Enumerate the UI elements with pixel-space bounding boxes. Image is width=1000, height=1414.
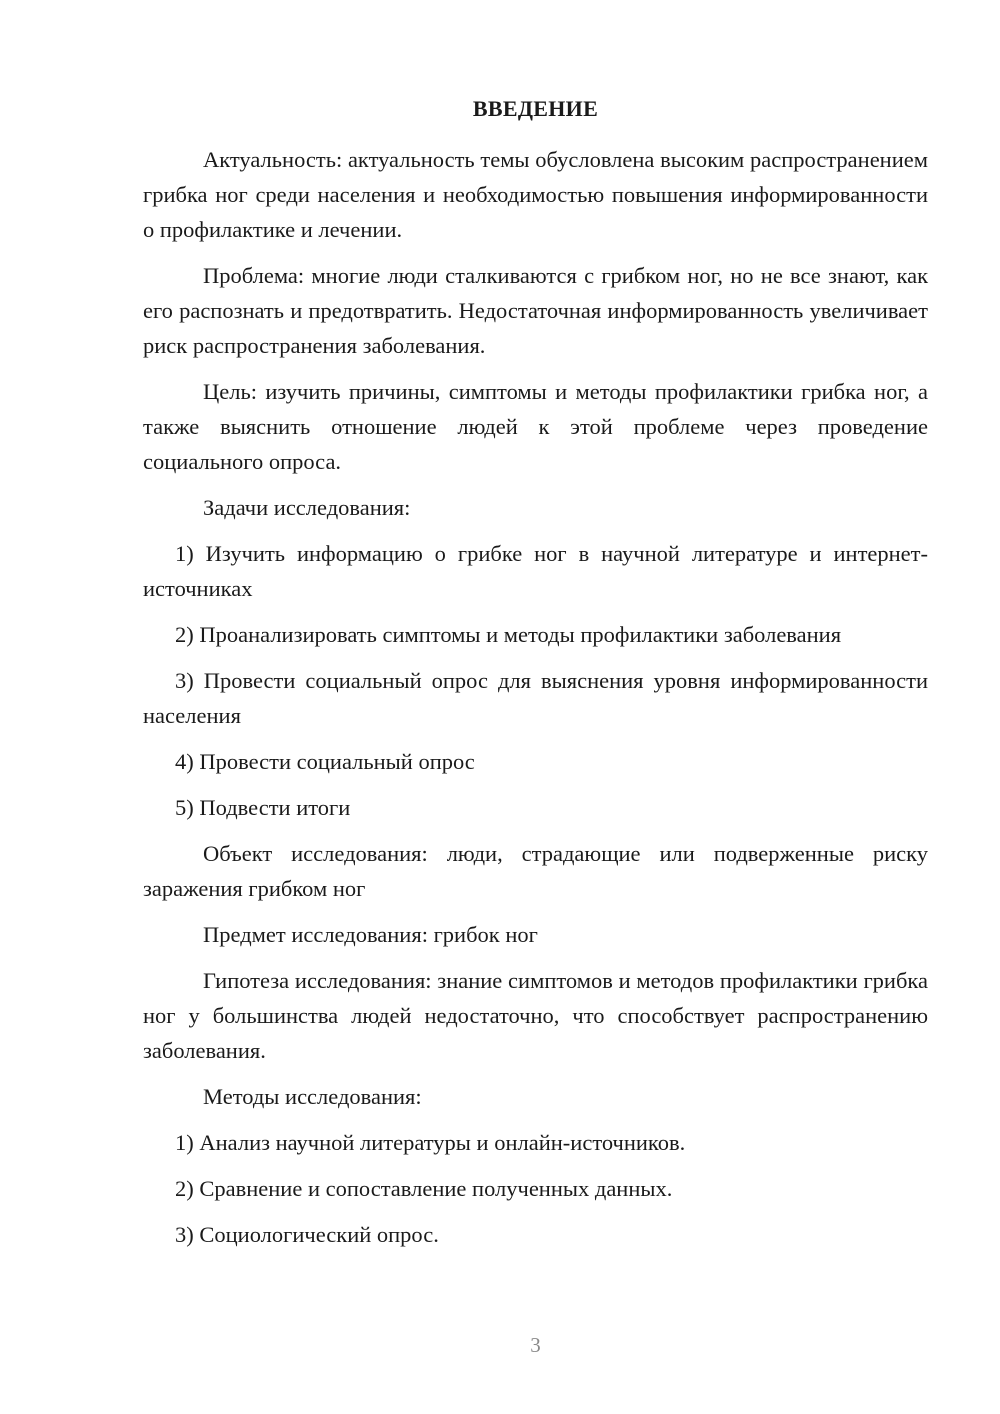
relevance-paragraph: Актуальность: актуальность темы обусловлена высоким распространением грибка ног среди населения и необходимостью повышения информированности о профилактике и лечении. (143, 147, 928, 242)
object-paragraph: Объект исследования: люди, страдающие или подверженные риску заражения грибком ног (143, 841, 928, 901)
task-list-item: 5) Подвести итоги (175, 795, 351, 820)
problem-paragraph: Проблема: многие люди сталкиваются с грибком ног, но не все знают, как его распознать и предотвратить. Недостаточная информированность увеличивает риск распространения заболевания. (143, 263, 928, 358)
method-list-item: 1) Анализ научной литературы и онлайн-источников. (175, 1130, 686, 1155)
task-list-item: 2) Проанализировать симптомы и методы профилактики заболевания (175, 622, 842, 647)
subject-paragraph: Предмет исследования: грибок ног (203, 922, 538, 947)
task-list-item: 3) Провести социальный опрос для выяснения уровня информированности населения (143, 668, 928, 728)
method-list-item: 2) Сравнение и сопоставление полученных данных. (175, 1176, 673, 1201)
document-body (143, 142, 928, 1263)
page-title: ВВЕДЕНИЕ (472, 96, 599, 121)
goal-paragraph: Цель: изучить причины, симптомы и методы профилактики грибка ног, а также выяснить отношение людей к этой проблеме через проведение социального опроса. (143, 379, 928, 474)
task-list-item: 4) Провести социальный опрос (175, 749, 475, 774)
page-number: 3 (530, 1333, 541, 1357)
document-page (143, 0, 928, 1414)
tasks-heading: Задачи исследования: (203, 495, 411, 520)
hypothesis-paragraph: Гипотеза исследования: знание симптомов и методов профилактики грибка ног у большинства людей недостаточно, что способствует распространению заболевания. (143, 968, 928, 1063)
task-list-item: 1) Изучить информацию о грибке ног в научной литературе и интернет-источниках (143, 541, 928, 601)
method-list-item: 3) Социологический опрос. (175, 1222, 439, 1247)
methods-heading: Методы исследования: (203, 1084, 422, 1109)
